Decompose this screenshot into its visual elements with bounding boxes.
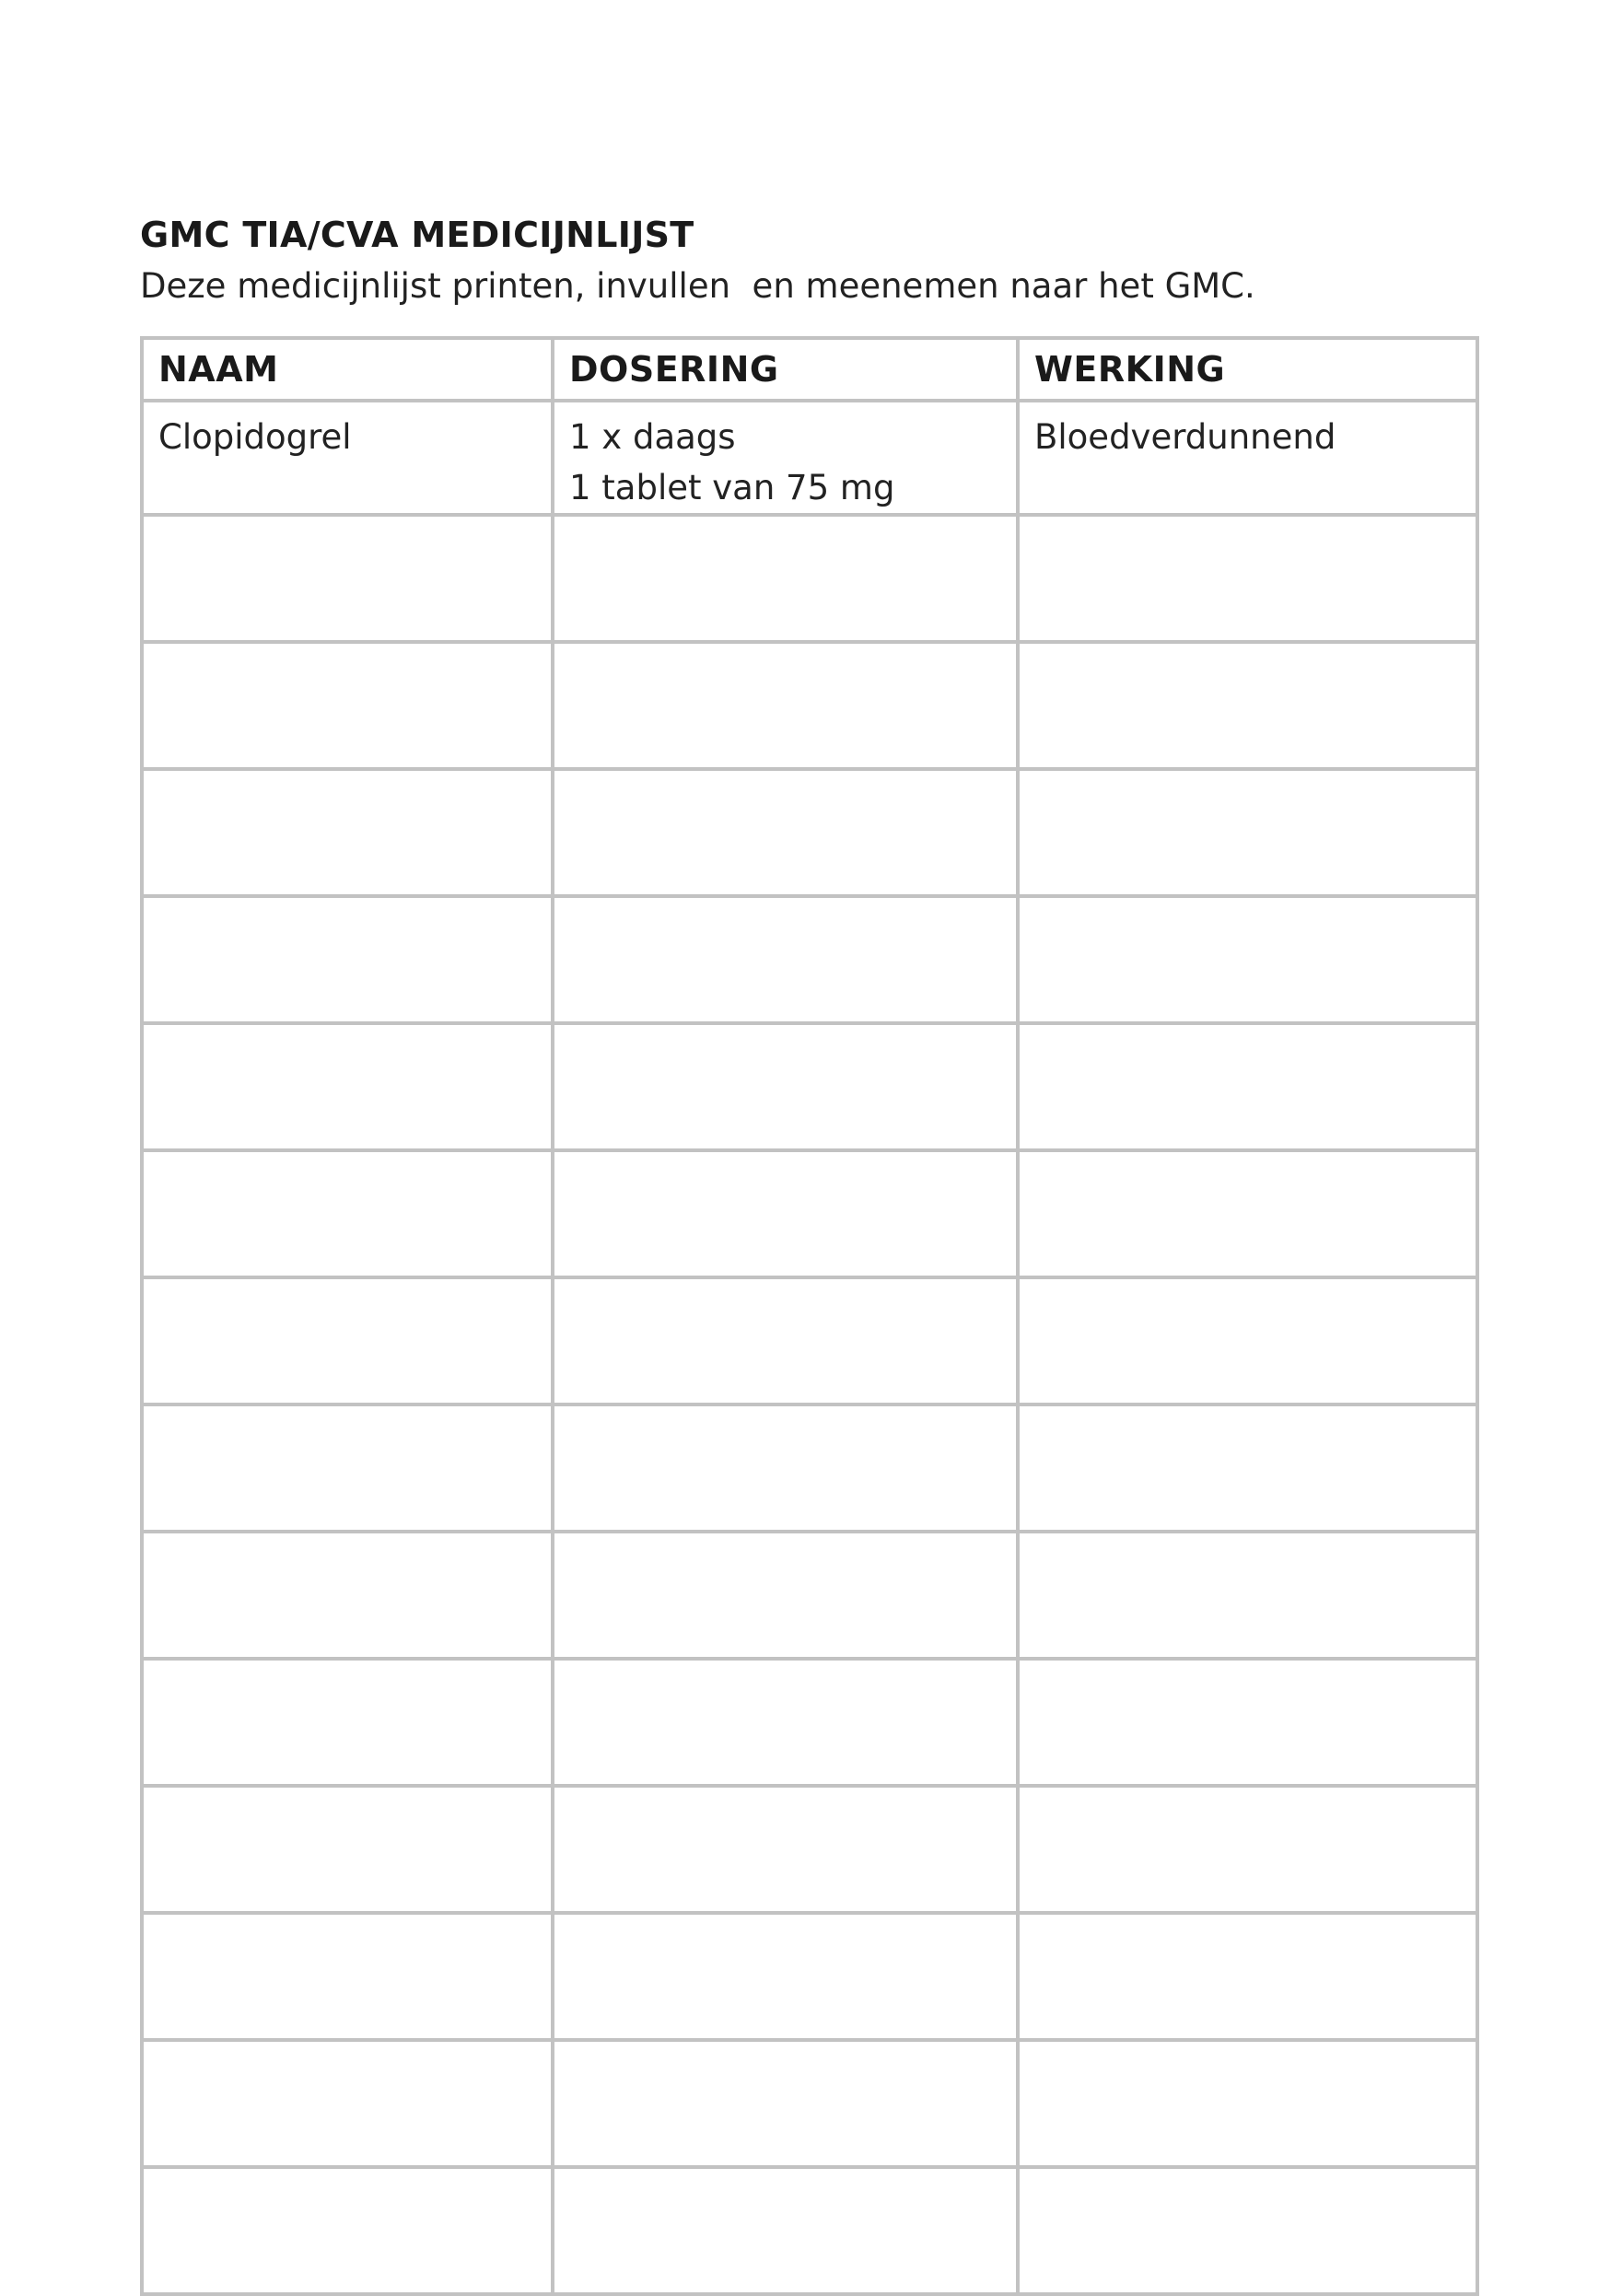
cell-naam[interactable]: [142, 2040, 553, 2167]
header-dosering: DOSERING: [553, 338, 1018, 401]
table-row: [142, 401, 1477, 515]
table-body: [142, 401, 1477, 2294]
cell-dosering[interactable]: [553, 896, 1018, 1023]
cell-werking[interactable]: [1018, 1150, 1477, 1277]
header-werking: WERKING: [1018, 338, 1477, 401]
cell-naam[interactable]: [142, 1913, 553, 2040]
table-row: [142, 2040, 1477, 2167]
cell-werking[interactable]: [1018, 642, 1477, 769]
cell-dosering[interactable]: [553, 1404, 1018, 1532]
cell-dosering[interactable]: [553, 769, 1018, 896]
table-row: [142, 1532, 1477, 1659]
cell-naam[interactable]: [142, 642, 553, 769]
cell-dosering[interactable]: [553, 1150, 1018, 1277]
table-row: [142, 896, 1477, 1023]
dosering-line: 1 tablet van 75 mg: [569, 468, 895, 507]
cell-dosering[interactable]: [553, 2167, 1018, 2294]
cell-naam[interactable]: Clopidogrel: [142, 401, 553, 515]
cell-naam[interactable]: [142, 896, 553, 1023]
table-row: [142, 1786, 1477, 1913]
cell-dosering[interactable]: [553, 1023, 1018, 1150]
cell-dosering[interactable]: [553, 1532, 1018, 1659]
cell-naam[interactable]: [142, 1659, 553, 1786]
table-header-row: [142, 338, 1477, 401]
cell-dosering[interactable]: [553, 2040, 1018, 2167]
cell-naam[interactable]: [142, 1023, 553, 1150]
dosering-line: 1 x daags: [569, 417, 736, 457]
table-row: [142, 515, 1477, 642]
cell-naam[interactable]: [142, 769, 553, 896]
table-row: [142, 1659, 1477, 1786]
cell-werking[interactable]: [1018, 896, 1477, 1023]
cell-werking[interactable]: [1018, 1913, 1477, 2040]
page-title: GMC TIA/CVA MEDICIJNLIJST: [140, 215, 694, 255]
table-row: [142, 1150, 1477, 1277]
table-row: [142, 1277, 1477, 1404]
cell-naam[interactable]: [142, 1150, 553, 1277]
cell-werking[interactable]: [1018, 1659, 1477, 1786]
table-row: [142, 1404, 1477, 1532]
cell-werking[interactable]: [1018, 1786, 1477, 1913]
cell-naam[interactable]: [142, 515, 553, 642]
cell-werking[interactable]: [1018, 1277, 1477, 1404]
header-naam: NAAM: [142, 338, 553, 401]
cell-dosering[interactable]: [553, 1913, 1018, 2040]
cell-dosering[interactable]: [553, 642, 1018, 769]
cell-werking[interactable]: [1018, 2040, 1477, 2167]
cell-dosering[interactable]: [553, 1277, 1018, 1404]
table-row: [142, 1023, 1477, 1150]
cell-naam[interactable]: [142, 1532, 553, 1659]
page-subtitle: Deze medicijnlijst printen, invullen en meenemen naar het GMC.: [140, 266, 1255, 306]
cell-werking[interactable]: Bloedverdunnend: [1018, 401, 1477, 515]
table-row: [142, 642, 1477, 769]
table-row: [142, 1913, 1477, 2040]
cell-dosering[interactable]: [553, 1659, 1018, 1786]
cell-werking[interactable]: [1018, 1404, 1477, 1532]
cell-werking[interactable]: [1018, 515, 1477, 642]
cell-werking[interactable]: [1018, 2167, 1477, 2294]
cell-naam[interactable]: [142, 1277, 553, 1404]
medication-table: [140, 336, 1479, 2296]
table-row: [142, 769, 1477, 896]
cell-werking[interactable]: [1018, 1023, 1477, 1150]
cell-naam[interactable]: [142, 1404, 553, 1532]
cell-dosering[interactable]: [553, 1786, 1018, 1913]
cell-werking[interactable]: [1018, 769, 1477, 896]
cell-naam[interactable]: [142, 1786, 553, 1913]
table-row: [142, 2167, 1477, 2294]
cell-naam[interactable]: [142, 2167, 553, 2294]
cell-dosering[interactable]: [553, 401, 1018, 515]
cell-werking[interactable]: [1018, 1532, 1477, 1659]
cell-dosering[interactable]: [553, 515, 1018, 642]
